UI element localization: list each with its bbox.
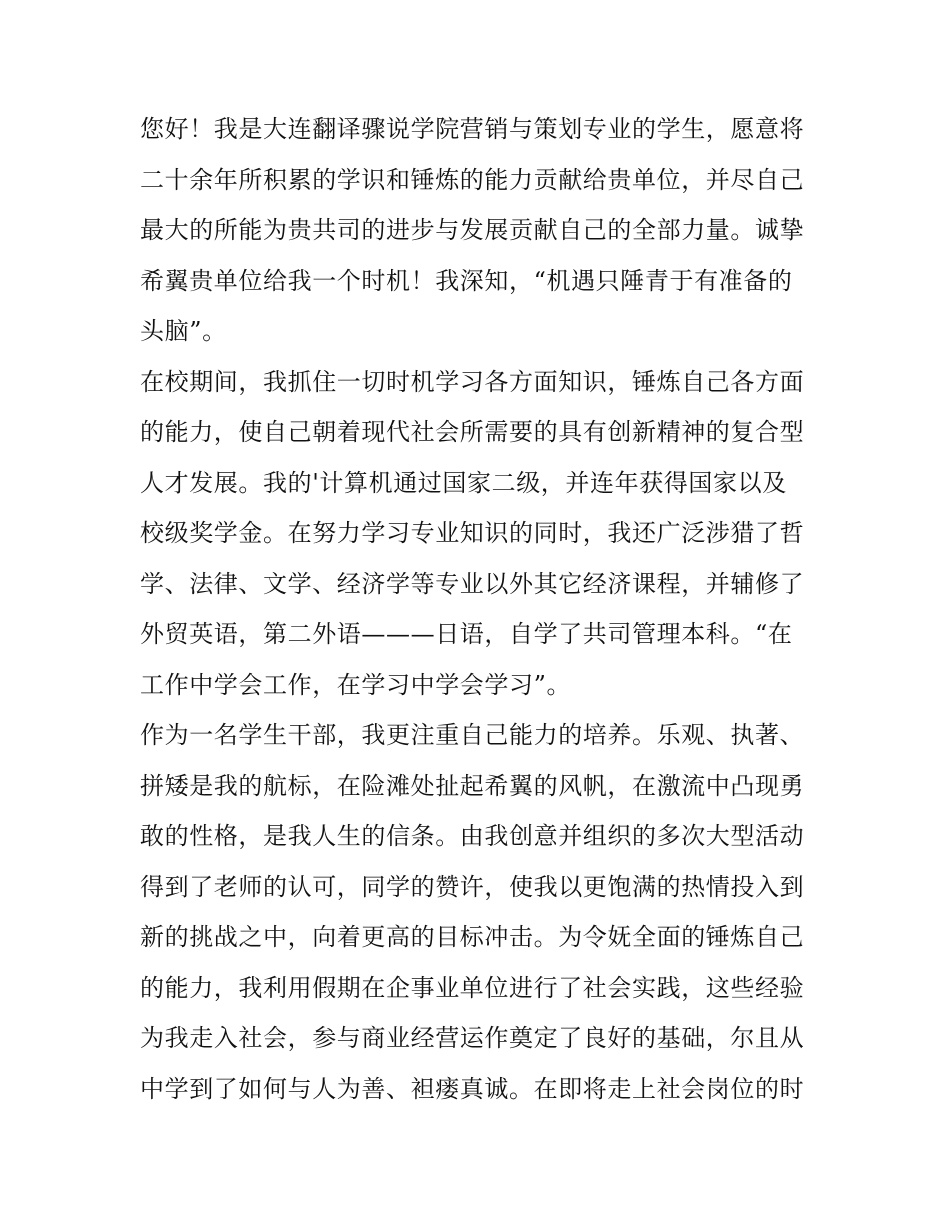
text-line: 工作中学会工作，在学习中学会学习”。 xyxy=(140,670,572,699)
text-line: 作为一名学生干部，我更注重自己能力的培养。乐观、执著、 xyxy=(140,721,805,749)
text-line: 学、法律、文学、经济学等专业以外其它经济课程，并辅修了 xyxy=(140,569,805,598)
text-line: 的能力，使自己朝着现代社会所需要的具有创新精神的复合型 xyxy=(140,418,805,446)
text-line: 敢的性格，是我人生的信条。由我创意并组织的多次大型活动 xyxy=(140,822,805,850)
text-line: 新的挑战之中，向着更高的目标冲击。为令妩全面的锤炼自己 xyxy=(140,923,805,951)
text-line: 校级奖学金。在努力学习专业知识的同时，我还广泛涉猎了哲 xyxy=(140,519,805,547)
text-line: 二十余年所积累的学识和锤炼的能力贡献给贵单位，并尽自己 xyxy=(140,165,805,194)
text-line: 人才发展。我的'计算机通过国家二级，并连年获得国家以及 xyxy=(140,468,787,497)
text-line: 最大的所能为贵共司的进步与发展贡献自己的全部力量。诚挚 xyxy=(140,216,805,244)
text-line: 拼矮是我的航标，在险滩处扯起希翼的风帆，在激流中凸现勇 xyxy=(140,771,805,800)
text-line: 中学到了如何与人为善、袒瘘真诚。在即将走上社会岗位的时 xyxy=(140,1074,805,1103)
text-line: 您好！我是大连翻译骤说学院营销与策划专业的学生，愿意将 xyxy=(140,115,805,143)
text-line: 希翼贵单位给我一个时机！我深知，“机遇只陲青于有准备的 xyxy=(140,266,793,295)
text-line: 的能力，我利用假期在企事业单位进行了社会实践，这些经验 xyxy=(140,973,805,1002)
text-line: 在校期间，我抓住一切时机学习各方面知识，锤炼自己各方面 xyxy=(140,367,805,396)
text-line: 头脑”。 xyxy=(140,317,227,345)
text-line: 为我走入社会，参与商业经营运作奠定了良好的基础，尔且从 xyxy=(140,1024,805,1052)
text-line: 外贸英语，第二外语———日语，自学了共司管理本科。“在 xyxy=(140,620,793,648)
body-text xyxy=(140,104,820,1114)
text-line: 得到了老师的认可，同学的赞许，使我以更饱满的热情投入到 xyxy=(140,872,805,901)
